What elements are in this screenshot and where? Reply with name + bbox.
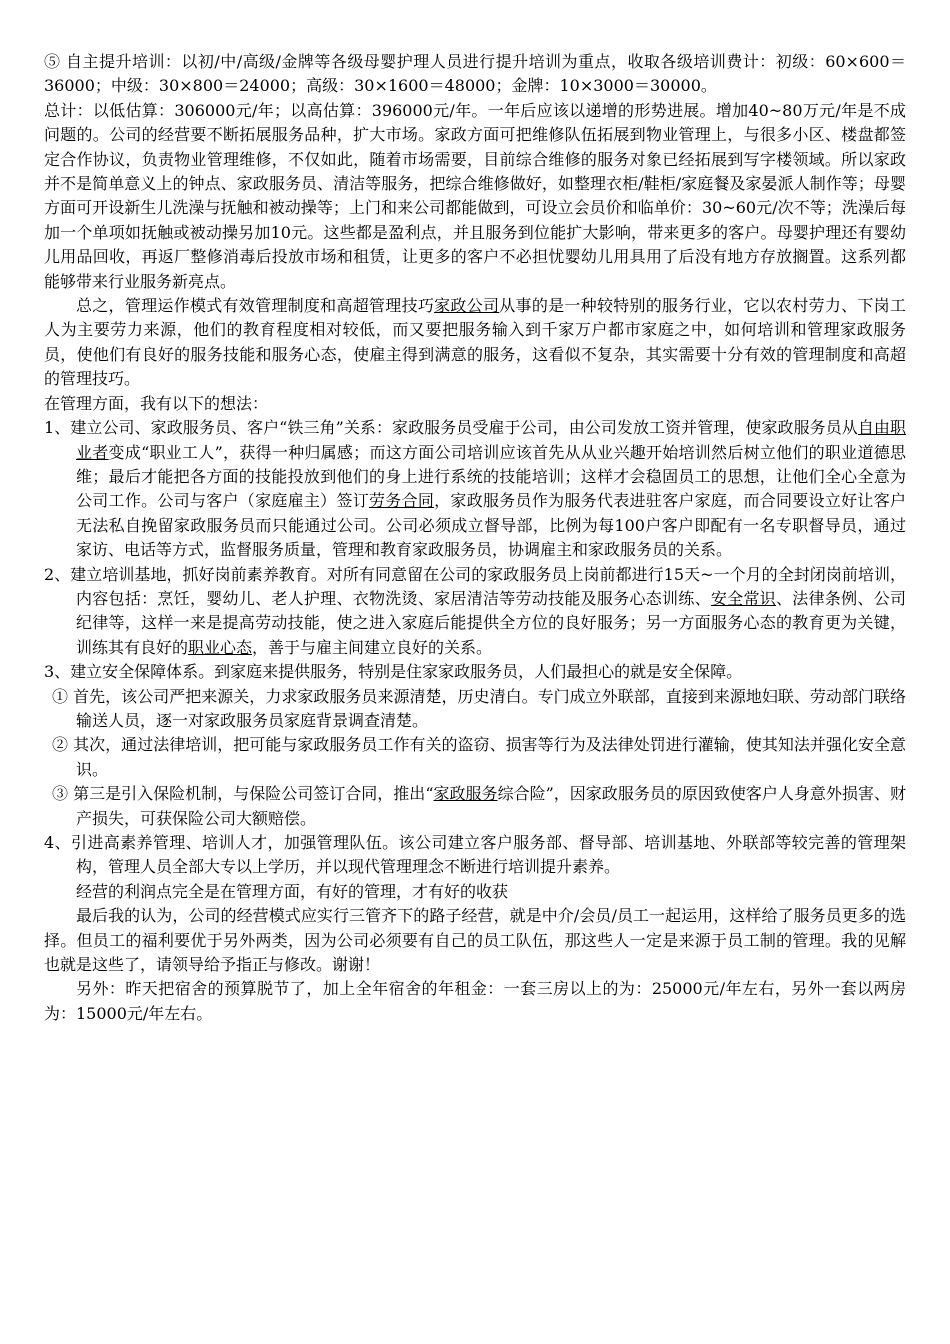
addendum-paragraph: 另外：昨天把宿舍的预算脱节了，加上全年宿舍的年租金：一套三房以上的为：25000元/年左右，另外一套以两房为：15000元/年左右。 [44,979,906,1023]
ideas-intro: 在管理方面，我有以下的想法： [44,393,269,413]
final-paragraph: 最后我的认为，公司的经营模式应实行三管齐下的路子经营，就是中介/会员/员工一起运用，这样给了服务员更多的选择。但员工的福利要优于另外两类，因为公司必须要有自己的员工队伍，那这些人一定是来源于员工制的管理。我的见解也就是这些了，请领导给予指正与修改。谢谢！ [44,906,906,975]
total-estimate-text: 总计：以低估算：306000元/年；以高估算：396000元/年。一年后应该以递增的形势进展。增加40~80万元/年是不成问题的。公司的经营要不断拓展服务品种，扩大市场。家政方面可把维修队伍拓展到物业管理上，与很多小区、楼盘都签定合作协议，负责物业管理维修，不仅如此，随着市场需要，目前综合维修的服务对象已经拓展到写字楼领域。所以家政并不是简单意义上的钟点、家政服务员、清洁等服务，把综合维修做好，如整理衣柜/鞋柜/家庭餐及家晏派人制作等；母婴方面可开设新生儿洗澡与抚触和被动操等；上门和来公司都能做到，可设立会员价和临单价：30~60元/次不等；洗澡后每加一个单项如抚触或被动操另加10元。这些都是盈利点，并且服务到位能扩大影响，带来更多的客户。母婴护理还有婴幼儿用品回收，再返厂整修消毒后投放市场和租赁，让更多的客户不必担忧婴幼儿用具用了后没有地方存放搁置。这系列都能够带来行业服务新亮点。 [44,100,906,291]
list-item-2 [44,563,906,661]
sub3-text-b: 综合险”，因家政服务员的原因致使客户人身意外损害、财产损失，可获保险公司大额赔偿。 [76,784,906,828]
item2-text-c: ，善于与雇主间建立良好的关系。 [252,637,493,657]
list-item-3-sub-1: ① 首先，该公司严把来源关，力求家政服务员来源清楚，历史清白。专门成立外联部，直接到来源地妇联、劳动部门联络输送人员，逐一对家政服务员家庭背景调查清楚。 [52,686,906,730]
intro-paragraph [44,50,906,294]
list-item-4: 4、引进高素养管理、培训人才，加强管理队伍。该公司建立客户服务部、督导部、培训基地、外联部等较完善的管理架构，管理人员全部大专以上学历，并以现代管理理念不断进行培训提升素养。 [44,833,906,877]
profit-paragraph: 经营的利润点完全是在管理方面，有好的管理，才有好的收获 [76,881,509,901]
link-laowu-hetong[interactable]: 劳务合同 [369,491,435,511]
item1-text-a: 1、建立公司、家政服务员、客户“铁三角”关系：家政服务员受雇于公司，由公司发放工资并管理，使家政服务员从 [44,418,858,438]
list-item-3-sub-2: ② 其次，通过法律培训，把可能与家政服务员工作有关的盗窃、损害等行为及法律处罚进行灌输，使其知法并强化安全意识。 [52,735,906,779]
item1-text-b: 变成“职业工人”，获得一种归属感；而这方面公司培训应该首先从从业兴趣开始培训然后树立他们的职业道德思维；最后才能把各方面的技能投放到他们的身上进行系统的技能培训；这样才会稳固员工的思想，让他们全心全意为公司工作。公司与客户（家庭雇主）签订 [76,442,906,511]
link-jiazheng-fuwu[interactable]: 家政服务 [433,784,498,804]
summary-paragraph [44,294,906,392]
link-zhiye-xintai[interactable]: 职业心态 [188,637,253,657]
intro-text: ⑤ 自主提升培训：以初/中/高级/金牌等各级母婴护理人员进行提升培训为重点，收取各级培训费计：初级：60×600＝36000；中级：30×800＝24000；高级：30×1600＝48000；金牌：10×3000＝30000。 [44,52,906,96]
document-body [44,50,906,1026]
summary-text-start: 总之，管理运作模式有效管理制度和高超管理技巧 [76,296,435,316]
summary-text-end: 从事的是一种较特别的服务行业，它以农村劳力、下岗工人为主要劳力来源，他们的教育程度相对较低，而又要把服务输入到千家万户都市家庭之中，如何培训和管理家政服务员，使他们有良好的服务技能和服务心态，使雇主得到满意的服务，这看似不复杂，其实需要十分有效的管理制度和高超的管理技巧。 [44,296,906,389]
link-anquan-changshi[interactable]: 安全常识 [710,588,777,608]
link-jiazheng-gongsi[interactable]: 家政公司 [434,296,500,316]
item2-text-b: 、法律条例、公司纪律等，这样一来是提高劳动技能，使之进入家庭后能提供全方位的良好服务；另一方面服务心态的教育更为关键，训练其有良好的 [76,588,906,657]
item2-text-a: 2、建立培训基地，抓好岗前素养教育。对所有同意留在公司的家政服务员上岗前都进行15天~一个月的全封闭岗前培训，内容包括：烹饪，婴幼儿、老人护理、衣物洗烫、家居清洁等劳动技能及服务心态训练、 [44,564,906,608]
list-item-3: 3、建立安全保障体系。到家庭来提供服务，特别是住家家政服务员，人们最担心的就是安全保障。 [44,662,743,682]
list-item-3-sub-3 [44,782,906,831]
list-item-1 [44,416,906,562]
sub3-text-a: ③ 第三是引入保险机制，与保险公司签订合同，推出“ [52,784,434,804]
item1-text-c: ，家政服务员作为服务代表进驻客户家庭，而合同要设立好让客户无法私自挽留家政服务员而只能通过公司。公司必须成立督导部，比例为每100户客户即配有一名专职督导员，通过家访、电话等方式，监督服务质量，管理和教育家政服务员，协调雇主和家政服务员的关系。 [76,491,906,560]
link-ziyou-zhiyezhe[interactable]: 自由职业者 [76,418,906,462]
